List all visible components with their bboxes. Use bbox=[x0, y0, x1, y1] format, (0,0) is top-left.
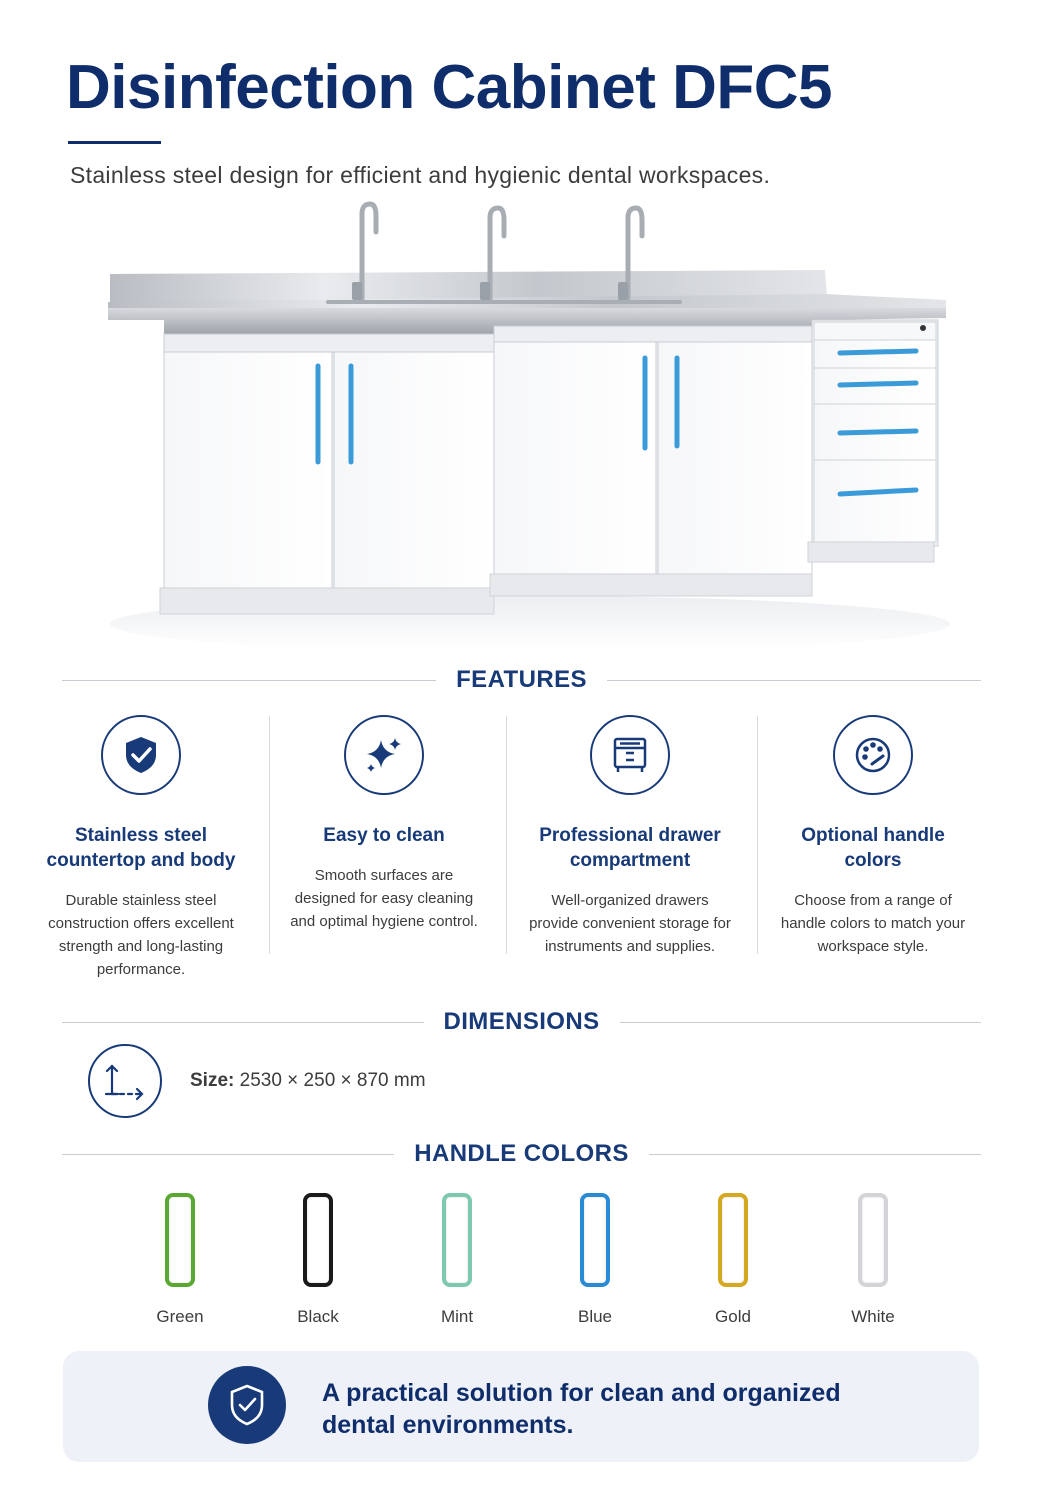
color-name: Green bbox=[156, 1307, 204, 1326]
palette-icon bbox=[833, 715, 913, 795]
color-name: Black bbox=[297, 1307, 339, 1326]
color-swatch-gold bbox=[683, 1193, 783, 1327]
divider-line bbox=[62, 680, 436, 681]
feature-description: Durable stainless steel construction offers excellent strength and long-lasting performance. bbox=[48, 892, 234, 978]
dimension-size bbox=[190, 1070, 426, 1092]
color-swatch-white bbox=[823, 1193, 923, 1327]
handle-colors-heading: HANDLE COLORS bbox=[414, 1140, 629, 1167]
banner-line-1: A practical solution for clean and organized bbox=[322, 1379, 841, 1407]
divider-line bbox=[62, 1154, 394, 1155]
feature-description: Smooth surfaces are designed for easy cleaning and optimal hygiene control. bbox=[290, 867, 478, 930]
banner-line-2: dental environments. bbox=[322, 1411, 574, 1439]
handle-swatch bbox=[165, 1193, 195, 1287]
handle-swatch bbox=[718, 1193, 748, 1287]
handle-swatch bbox=[580, 1193, 610, 1287]
feature-title: Easy to clean bbox=[323, 825, 445, 846]
dimension-arrows-icon bbox=[88, 1044, 162, 1118]
dimensions-heading: DIMENSIONS bbox=[443, 1008, 600, 1035]
features-heading: FEATURES bbox=[456, 666, 587, 693]
color-swatch-black bbox=[268, 1193, 368, 1327]
feature-card bbox=[773, 715, 973, 958]
page-subtitle: Stainless steel design for efficient and hygienic dental workspaces. bbox=[70, 162, 771, 188]
feature-description: Well-organized drawers provide convenient storage for instruments and supplies. bbox=[529, 892, 731, 955]
feature-card bbox=[284, 715, 484, 933]
feature-description: Choose from a range of handle colors to match your workspace style. bbox=[780, 892, 966, 955]
feature-divider bbox=[506, 716, 507, 954]
color-swatch-green bbox=[130, 1193, 230, 1327]
handle-colors-header bbox=[62, 1139, 981, 1169]
handle-swatch bbox=[442, 1193, 472, 1287]
color-name: Blue bbox=[577, 1307, 613, 1326]
divider-line bbox=[620, 1022, 982, 1023]
feature-divider bbox=[757, 716, 758, 954]
color-name: Mint bbox=[440, 1307, 474, 1326]
dimensions-header bbox=[62, 1007, 981, 1037]
page-title: Disinfection Cabinet DFC5 bbox=[66, 53, 833, 122]
divider-line bbox=[649, 1154, 981, 1155]
handle-swatch bbox=[303, 1193, 333, 1287]
feature-title: Professional drawer compartment bbox=[539, 825, 721, 871]
product-image bbox=[100, 196, 960, 656]
divider-line bbox=[62, 1022, 424, 1023]
color-swatch-blue bbox=[545, 1193, 645, 1327]
drawer-cabinet-icon bbox=[590, 715, 670, 795]
divider-line bbox=[607, 680, 981, 681]
dimension-label: Size: bbox=[190, 1070, 235, 1091]
feature-card bbox=[525, 715, 735, 958]
shield-check-icon bbox=[101, 715, 181, 795]
title-underline bbox=[68, 141, 161, 144]
feature-title: Optional handle colors bbox=[801, 825, 945, 871]
color-name: White bbox=[851, 1307, 895, 1326]
feature-divider bbox=[269, 716, 270, 954]
shield-check-icon bbox=[208, 1366, 286, 1444]
color-swatch-mint bbox=[407, 1193, 507, 1327]
sparkle-icon bbox=[344, 715, 424, 795]
color-name: Gold bbox=[715, 1307, 751, 1326]
handle-swatch bbox=[858, 1193, 888, 1287]
feature-card bbox=[36, 715, 246, 981]
dimension-value: 2530 × 250 × 870 mm bbox=[239, 1070, 426, 1091]
banner-text bbox=[322, 1377, 922, 1441]
feature-title: Stainless steel countertop and body bbox=[46, 825, 236, 871]
features-header bbox=[62, 665, 981, 695]
